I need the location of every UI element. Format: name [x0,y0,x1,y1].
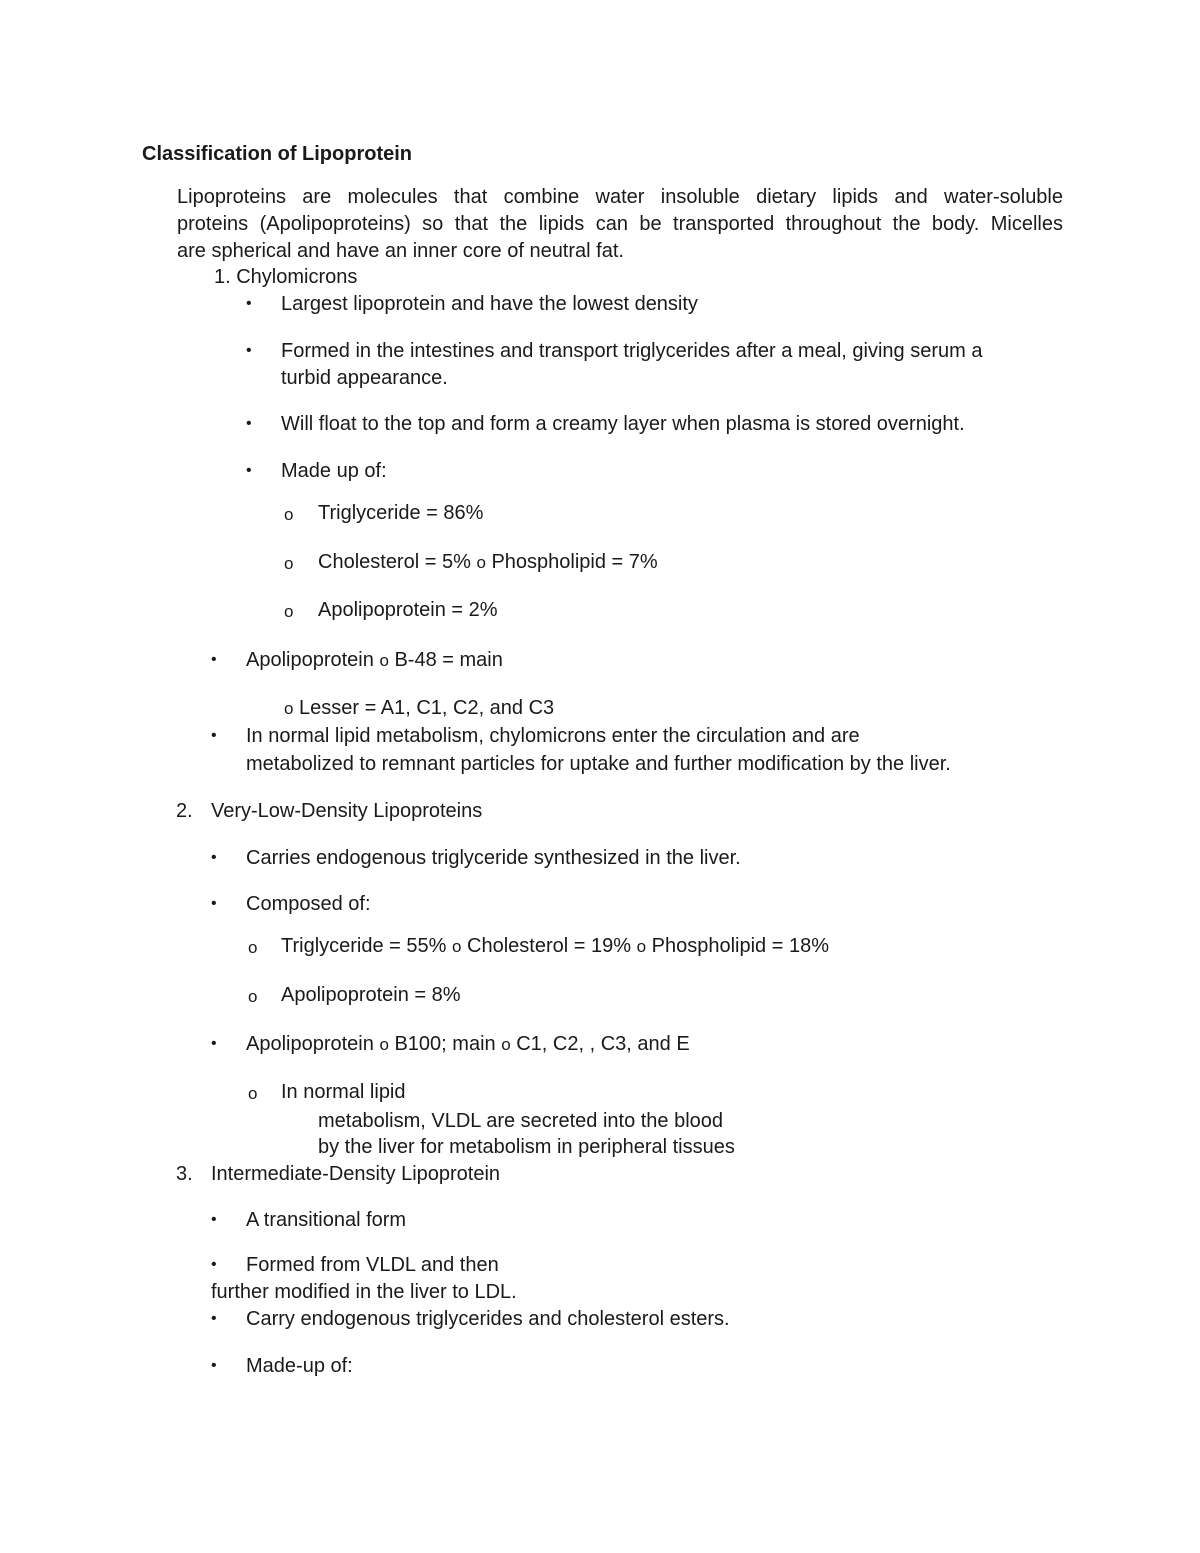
sub-list-text: Phospholipid = 18% [651,935,829,957]
circle-bullet-icon: o [452,937,462,956]
list-item: Made-up of: [246,1355,353,1377]
list-item [246,1032,690,1057]
bullet-icon: • [211,651,217,668]
list-item-continuation: further modified in the liver to LDL. [211,1281,517,1303]
intro-line: proteins (Apolipoproteins) so that the lipids can be transported throughout the body. Micelles [177,213,1063,235]
list-item: A transitional form [246,1209,407,1231]
sub-list-item [281,934,829,959]
list-item: Formed from VLDL and then [246,1254,499,1276]
sub-list-text: Cholesterol = 19% [467,935,632,957]
circle-bullet-icon: o [476,553,486,572]
circle-bullet-icon: o [379,651,389,670]
sub-list-text: Lesser = A1, C1, C2, and C3 [299,697,555,719]
list-item: Will float to the top and form a creamy layer when plasma is stored overnight. [281,413,965,435]
list-text: B-48 = main [394,649,503,671]
sub-list-text: Phospholipid = 7% [491,551,658,573]
section-number: 2. [176,800,193,822]
list-item: Largest lipoprotein and have the lowest density [281,293,698,315]
list-item [246,648,503,673]
document-title: Classification of Lipoprotein [142,143,413,165]
circle-bullet-icon: o [248,987,258,1006]
bullet-icon: • [211,1211,217,1228]
circle-bullet-icon: o [284,602,294,621]
sub-list-text: Triglyceride = 55% [281,935,447,957]
section-heading-idl: Intermediate-Density Lipoprotein [211,1163,501,1185]
bullet-icon: • [211,1035,217,1052]
list-item: Carry endogenous triglycerides and cholesterol esters. [246,1308,730,1330]
bullet-icon: • [211,895,217,912]
list-item-continuation: metabolized to remnant particles for uptake and further modification by the liver. [246,753,951,775]
bullet-icon: • [211,727,217,744]
section-heading-chylomicrons: 1. Chylomicrons [214,266,358,288]
list-item-continuation: turbid appearance. [281,367,448,389]
list-text: Apolipoprotein [246,1033,374,1055]
sub-list-item: Triglyceride = 86% [318,502,484,524]
list-item: Formed in the intestines and transport triglycerides after a meal, giving serum a [281,340,983,362]
bullet-icon: • [246,295,252,312]
sub-list-item: Apolipoprotein = 2% [318,599,498,621]
sub-list-continuation: metabolism, VLDL are secreted into the blood [318,1110,724,1132]
circle-bullet-icon: o [284,699,294,718]
list-item: Carries endogenous triglyceride synthesized in the liver. [246,847,741,869]
sub-list-item: Apolipoprotein = 8% [281,984,461,1006]
list-item: In normal lipid metabolism, chylomicrons enter the circulation and are [246,725,860,747]
circle-bullet-icon: o [284,505,294,524]
bullet-icon: • [211,1256,217,1273]
list-text: C1, C2, , C3, and E [516,1033,690,1055]
bullet-icon: • [246,462,252,479]
list-text: B100; main [394,1033,496,1055]
list-text: Apolipoprotein [246,649,374,671]
bullet-icon: • [246,415,252,432]
intro-line: are spherical and have an inner core of neutral fat. [177,240,624,262]
circle-bullet-icon: o [501,1035,511,1054]
bullet-icon: • [211,1310,217,1327]
sub-list-item [318,550,658,575]
sub-list-continuation: by the liver for metabolism in peripheral tissues [318,1136,735,1158]
sub-list-text: Cholesterol = 5% [318,551,471,573]
intro-line: Lipoproteins are molecules that combine water insoluble dietary lipids and water-soluble [177,186,1063,208]
circle-bullet-icon: o [636,937,647,956]
bullet-icon: • [246,342,252,359]
section-number: 3. [176,1163,193,1185]
circle-bullet-icon: o [248,1084,258,1103]
list-item: Composed of: [246,893,371,915]
circle-bullet-icon: o [379,1035,389,1054]
sub-list-item: In normal lipid [281,1081,406,1103]
circle-bullet-icon: o [248,938,258,957]
sub-list-item [284,696,554,721]
circle-bullet-icon: o [284,554,294,573]
section-heading-vldl: Very-Low-Density Lipoproteins [211,800,483,822]
list-item: Made up of: [281,460,387,482]
intro-paragraph [177,184,1063,265]
bullet-icon: • [211,849,217,866]
bullet-icon: • [211,1357,217,1374]
